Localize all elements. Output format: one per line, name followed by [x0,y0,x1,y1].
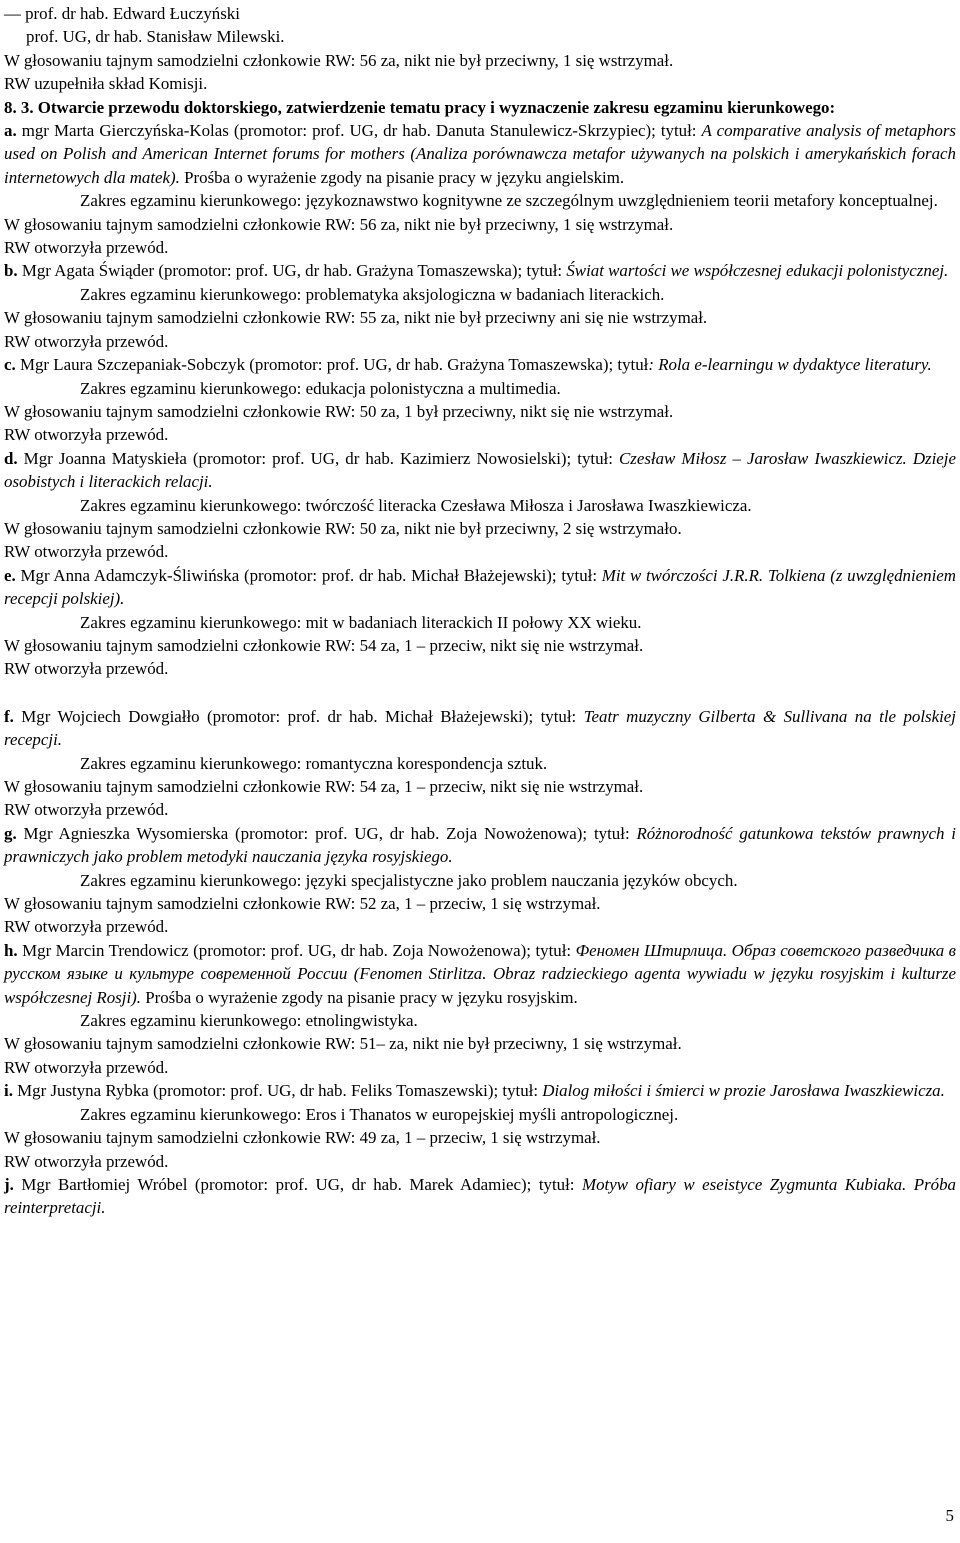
item-description [4,939,956,1009]
item-letter: h. [4,940,18,960]
item-head: Mgr Joanna Matyskieła (promotor: prof. UG, dr hab. Kazimierz Nowosielski); tytuł: [17,448,619,468]
section-heading [4,96,956,119]
item-title: Mit w twórczości J.R.R. Tolkiena (z uwzględnieniem recepcji polskiej). [4,565,956,609]
item-title: Феномен Штирлица. Образ советского разведчика в русском языке и культуре современной России (Fenomen Stirlitza. Obraz radzieckiego agenta wywiadu w języku rosyjskim i kulturze współczesnej Rosji). [4,940,956,1007]
item-block [4,564,956,681]
item-block [4,822,956,939]
result-line: RW otworzyła przewód. [4,331,169,351]
exam-scope: Zakres egzaminu kierunkowego: językoznawstwo kognitywne ze szczególnym uwzględnieniem teorii metafory konceptualnej. [80,191,938,211]
item-head: Mgr Laura Szczepaniak-Sobczyk (promotor: prof. UG, dr hab. Grażyna Tomaszewska); tytuł [15,355,649,375]
vote-line: W głosowaniu tajnym samodzielni członkowie RW: 51– za, nikt nie był przeciwny, 1 się wstrzymał. [4,1034,682,1054]
exam-scope: Zakres egzaminu kierunkowego: problematyka aksjologiczna w badaniach literackich. [80,284,665,304]
vote-line: W głosowaniu tajnym samodzielni członkowie RW: 54 za, 1 – przeciw, nikt się nie wstrzymał. [4,777,644,796]
vote-line: W głosowaniu tajnym samodzielni członkowie RW: 49 za, 1 – przeciw, 1 się wstrzymał. [4,1128,601,1148]
item-letter: d. [4,448,18,468]
item-letter: j. [4,1174,14,1194]
item-block [4,939,956,1079]
result-line: RW otworzyła przewód. [4,1057,169,1077]
item-letter: c. [4,355,16,375]
committee-member-1: ― prof. dr hab. Edward Łuczyński [4,4,240,23]
exam-scope: Zakres egzaminu kierunkowego: mit w badaniach literackich II połowy XX wieku. [80,612,642,632]
item-letter: a. [4,121,17,141]
item-head: Mgr Anna Adamczyk-Śliwińska (promotor: prof. dr hab. Michał Błażejewski); tytuł: [15,565,602,585]
item-description [4,564,956,611]
item-title: Czesław Miłosz – Jarosław Iwaszkiewicz. Dzieje osobistych i literackich relacji. [4,448,956,492]
item-description [4,447,956,494]
result-line: RW otworzyła przewód. [4,659,169,679]
item-head: Mgr Agata Świąder (promotor: prof. UG, dr hab. Grażyna Tomaszewska); tytuł: [17,261,567,281]
document-page [4,2,956,1220]
result-line: RW otworzyła przewód. [4,917,169,937]
item-block [4,119,956,259]
item-block [4,353,956,447]
item-head: Mgr Wojciech Dowgiałło (promotor: prof. dr hab. Michał Błażejewski); tytuł: [13,706,584,726]
item-head: Mgr Marcin Trendowicz (promotor: prof. UG, dr hab. Zoja Nowożenowa); tytuł: [17,940,576,960]
item-head: Mgr Agnieszka Wysomierska (promotor: prof. UG, dr hab. Zoja Nowożenowa); tytuł: [16,823,637,843]
item-head: Mgr Justyna Rybka (promotor: prof. UG, dr hab. Feliks Tomaszewski); tytuł: [12,1081,543,1101]
result-line: RW otworzyła przewód. [4,1151,169,1171]
item-block [4,1079,956,1173]
exam-scope: Zakres egzaminu kierunkowego: twórczość literacka Czesława Miłosza i Jarosława Iwaszkiewicza. [80,495,752,515]
item-description [4,822,956,869]
item-after: Prośba o wyrażenie zgody na pisanie pracy w języku angielskim. [179,167,625,187]
exam-scope: Zakres egzaminu kierunkowego: języki specjalistyczne jako problem nauczania języków obcych. [80,870,738,890]
spacer [4,681,956,705]
item-title: Motyw ofiary w eseistyce Zygmunta Kubiaka. Próba reinterpretacji. [4,1174,956,1218]
item-letter: i. [4,1081,13,1101]
item-block [4,259,956,353]
item-title: Dialog miłości i śmierci w prozie Jarosława Iwaszkiewicza. [542,1081,945,1101]
vote-line: W głosowaniu tajnym samodzielni członkowie RW: 56 za, nikt nie był przeciwny, 1 się wstrzymał. [4,50,674,70]
item-description [4,1173,956,1220]
item-after: Prośba o wyrażenie zgody na pisanie pracy w języku rosyjskim. [141,987,578,1007]
item-block [4,447,956,564]
exam-scope: Zakres egzaminu kierunkowego: etnolingwistyka. [80,1011,418,1031]
item-title: : Rola e-learningu w dydaktyce literatury. [648,355,932,375]
item-block [4,1173,956,1220]
result-line: RW uzupełniła skład Komisji. [4,74,208,94]
item-title: Teatr muzyczny Gilberta & Sullivana na tle polskiej recepcji. [4,706,956,750]
item-description [4,705,956,752]
item-description [4,1079,956,1102]
item-letter: b. [4,261,18,281]
exam-scope: Zakres egzaminu kierunkowego: Eros i Thanatos w europejskiej myśli antropologicznej. [80,1104,679,1124]
exam-scope: Zakres egzaminu kierunkowego: edukacja polonistyczna a multimedia. [80,378,561,398]
item-title: Różnorodność gatunkowa tekstów prawnych i prawniczych jako problem metodyki nauczania języka rosyjskiego. [4,823,956,867]
item-letter: e. [4,565,16,585]
item-head: mgr Marta Gierczyńska-Kolas (promotor: prof. UG, dr hab. Danuta Stanulewicz-Skrzypiec); tytuł: [16,121,702,141]
result-line: RW otworzyła przewód. [4,425,169,445]
item-letter: g. [4,823,17,843]
item-block [4,681,956,822]
exam-scope: Zakres egzaminu kierunkowego: romantyczna korespondencja sztuk. [80,753,548,773]
vote-line: W głosowaniu tajnym samodzielni członkowie RW: 55 za, nikt nie był przeciwny ani się nie wstrzymał. [4,308,708,328]
item-description [4,119,956,189]
item-head: Mgr Bartłomiej Wróbel (promotor: prof. UG, dr hab. Marek Adamiec); tytuł: [13,1174,583,1194]
vote-line: W głosowaniu tajnym samodzielni członkowie RW: 50 za, 1 był przeciwny, nikt się nie wstrzymał. [4,401,674,421]
page-number: 5 [945,1506,954,1525]
vote-line: W głosowaniu tajnym samodzielni członkowie RW: 54 za, 1 – przeciw, nikt się nie wstrzymał. [4,635,644,655]
vote-line: W głosowaniu tajnym samodzielni członkowie RW: 50 za, nikt nie był przeciwny, 2 się wstrzymało. [4,518,682,538]
item-description [4,353,956,376]
result-line: RW otworzyła przewód. [4,238,169,258]
result-line: RW otworzyła przewód. [4,800,169,820]
item-title: Świat wartości we współczesnej edukacji polonistycznej. [566,261,949,281]
section-heading-text: 8. 3. Otwarcie przewodu doktorskiego, zatwierdzenie tematu pracy i wyznaczenie zakresu egzaminu kierunkowego: [4,97,836,117]
result-line: RW otworzyła przewód. [4,542,169,562]
item-letter: f. [4,706,14,726]
vote-line: W głosowaniu tajnym samodzielni członkowie RW: 56 za, nikt nie był przeciwny, 1 się wstrzymał. [4,214,674,234]
item-description [4,259,956,282]
committee-member-2: prof. UG, dr hab. Stanisław Milewski. [26,27,285,47]
vote-line: W głosowaniu tajnym samodzielni członkowie RW: 52 za, 1 – przeciw, 1 się wstrzymał. [4,894,601,914]
item-title: A comparative analysis of metaphors used on Polish and American Internet forums for mothers (Analiza porównawcza metafor używanych na polskich i amerykańskich forach internetowych dla matek). [4,121,956,187]
items-list [4,119,956,1220]
